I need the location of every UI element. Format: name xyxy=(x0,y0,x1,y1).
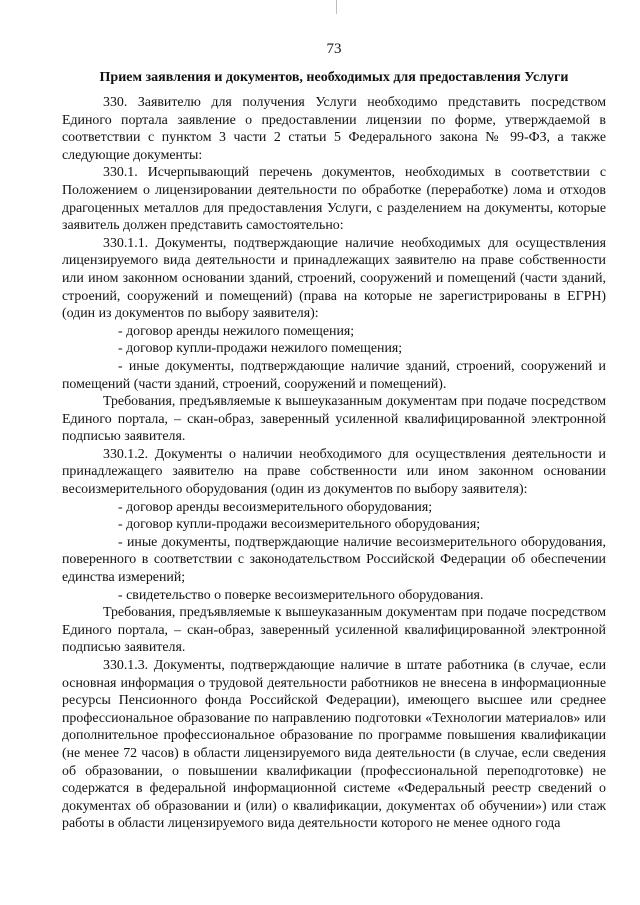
list-item: - договор аренды весоизмерительного оборудования; xyxy=(118,499,433,515)
list-item: - договор купли-продажи нежилого помещения; xyxy=(118,341,403,357)
fold-line xyxy=(336,0,337,14)
paragraph-330-1-1: 330.1.1. Документы, подтверждающие наличие необходимых для осуществления лицензируемого вида деятельности и принадлежащих заявителю на праве собственности или ином законном основании зданий, строений, сооружений и помещений (части зданий, строений, сооружений и помещений) (права на которые не зарегистрированы в ЕГРН) (один из документов по выбору заявителя): xyxy=(62,235,606,322)
list-item: - свидетельство о поверке весоизмерительного оборудования. xyxy=(118,587,484,603)
requirements-paragraph: Требования, предъявляемые к вышеуказанным документам при подаче посредством Единого портала, – скан-образ, заверенный усиленной квалифицированной электронной подписью заявителя. xyxy=(62,605,606,656)
list-item: - договор аренды нежилого помещения; xyxy=(118,323,355,339)
page-number: 73 xyxy=(326,41,342,57)
list-item: - иные документы, подтверждающие наличие весоизмерительного оборудования, поверенного в соответствии с законодательством Российской Федерации об обеспечении единства измерений; xyxy=(62,534,606,586)
requirements-paragraph: Требования, предъявляемые к вышеуказанным документам при подаче посредством Единого портала, – скан-образ, заверенный усиленной квалифицированной электронной подписью заявителя. xyxy=(62,394,606,445)
list-item: - договор купли-продажи весоизмерительного оборудования; xyxy=(118,517,481,533)
section-title: Прием заявления и документов, необходимых для предоставления Услуги xyxy=(99,70,569,85)
paragraph-330-1-2: 330.1.2. Документы о наличии необходимого для осуществления деятельности и принадлежащего заявителю на праве собственности или ином законном основании весоизмерительного оборудования (один из документов по выбору заявителя): xyxy=(62,446,606,498)
paragraph-330-1: 330.1. Исчерпывающий перечень документов, необходимых в соответствии с Положением о лицензировании деятельности по обработке (переработке) лома и отходов драгоценных металлов для предоставления Услуги, с разделением на документы, которые заявитель должен представить самостоятельно: xyxy=(62,165,606,234)
paragraph-330: 330. Заявителю для получения Услуги необходимо представить посредством Единого портала заявление о предоставлении лицензии по форме, утверждаемой в соответствии с пунктом 3 части 2 статьи 5 Федерального закона № 99-ФЗ, а также следующие документы: xyxy=(62,95,606,163)
paragraph-330-1-3: 330.1.3. Документы, подтверждающие наличие в штате работника (в случае, если основная информация о трудовой деятельности работников не внесена в информационные ресурсы Пенсионного фонда Российской Федерации), имеющего высшее или среднее профессиональное образование по направлению подготовки «Технологии материалов» или дополнительное профессиональное образование по программе повышения квалификации (не менее 72 часов) в области лицензируемого вида деятельности (в случае, если сведения об образовании, о повышении квалификации (профессиональной переподготовке) не содержатся в федеральной информационной системе «Федеральный реестр сведений о документах об образовании и (или) о квалификации, документах об обучении») или стаж работы в области лицензируемого вида деятельности которого не менее одного года xyxy=(62,658,606,832)
list-item: - иные документы, подтверждающие наличие зданий, строений, сооружений и помещений (части зданий, строений, сооружений и помещений). xyxy=(62,358,606,392)
document-body xyxy=(62,94,606,833)
